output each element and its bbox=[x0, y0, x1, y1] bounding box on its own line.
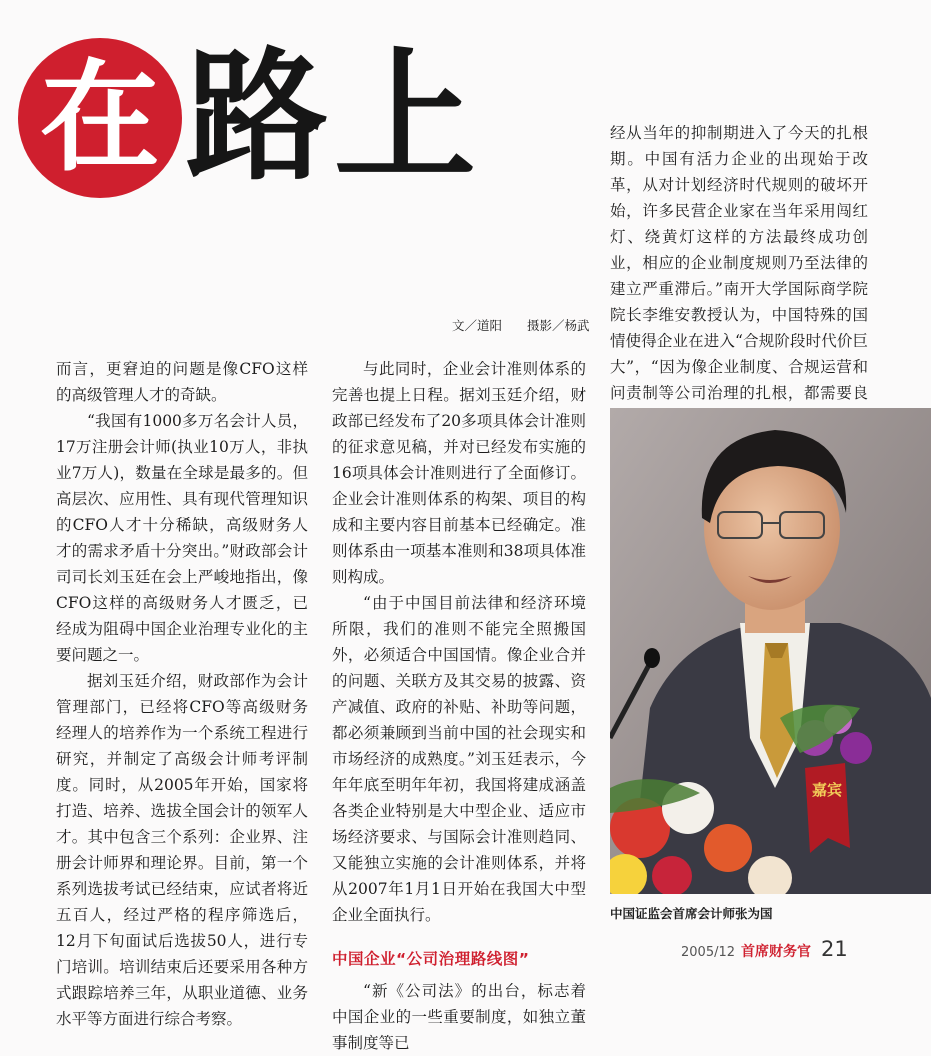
paragraph: “由于中国目前法律和经济环境所限，我们的准则不能完全照搬国外，必须适合中国国情。像企业合并的问题、关联方及其交易的披露、资产减值、政府的补贴、补助等问题，都必须兼顾到当前中国的社会现实和市场经济的成熟度。”刘玉廷表示，今年年底至明年年初，我国将建成涵盖各类企业特别是大中型企业、适应市场经济要求、与国际会计准则趋同、又能独立实施的会计准则体系，并将从2007年1月1日开始在我国大中型企业全面执行。 bbox=[332, 594, 586, 924]
ribbon-label: 嘉宾 bbox=[811, 781, 842, 799]
article-column-2 bbox=[332, 356, 586, 1056]
speaker-photo-illustration bbox=[610, 408, 931, 894]
byline: 文／道阳 摄影／杨武 bbox=[452, 318, 590, 333]
paragraph: 而言，更窘迫的问题是像CFO这样的高级管理人才的奇缺。 bbox=[56, 360, 308, 404]
issue-date: 2005/12 bbox=[681, 945, 736, 960]
paragraph: “我国有1000多万名会计人员，17万注册会计师(执业10万人，非执业7万人)，数量在全球是最多的。但高层次、应用性、具有现代管理知识的CFO人才十分稀缺，高级财务人才的需求矛盾十分突出。”财政部会计司司长刘玉廷在会上严峻地指出，像CFO这样的高级财务人才匮乏，已经成为阻碍中国企业治理专业化的主要问题之一。 bbox=[56, 412, 308, 664]
title-circle-char: 在 bbox=[40, 47, 160, 188]
paragraph: 据刘玉廷介绍，财政部作为会计管理部门，已经将CFO等高级财务经理人的培养作为一个系统工程进行研究，并制定了高级会计师考评制度。同时，从2005年开始，国家将打造、培养、选拔全国会计的领军人才。其中包含三个系列：企业界、注册会计师界和理论界。目前，第一个系列选拔考试已经结束，应试者将近五百人，经过严格的程序筛选后，12月下旬面试后选拔50人，进行专门培训。培训结束后还要采用各种方式跟踪培养三年，从职业道德、业务水平等方面进行综合考察。 bbox=[56, 672, 308, 1028]
page-title: 路上 bbox=[186, 34, 482, 200]
title-circle bbox=[18, 38, 182, 198]
paragraph: 经从当年的抑制期进入了今天的扎根期。中国有活力企业的出现始于改革，从对计划经济时代规则的破坏开始，许多民营企业家在当年采用闯红灯、绕黄灯这样的方法最终成功创业，相应的企业制度规则乃至法律的建立严重滞后。”南开大学国际商学院院长李维安教授认为，中国特殊的国情使得企业在进入“合规阶段时代价巨大”，“因为像企业制度、合规运营和问责制等公司治理的扎根，都需要良 bbox=[610, 124, 868, 402]
photo-caption: 中国证监会首席会计师张为国 bbox=[610, 906, 773, 921]
page-number: 21 bbox=[821, 937, 848, 961]
paragraph: “新《公司法》的出台，标志着中国企业的一些重要制度，如独立董事制度等已 bbox=[332, 982, 586, 1052]
section-subhead: 中国企业“公司治理路线图” bbox=[332, 950, 530, 968]
speaker-photo bbox=[610, 408, 931, 894]
paragraph: 与此同时，企业会计准则体系的完善也提上日程。据刘玉廷介绍，财政部已经发布了20多项具体会计准则的征求意见稿，并对已经发布实施的16项具体会计准则进行了全面修订。企业会计准则体系的构架、项目的构成和主要内容目前基本已经确定。准则体系由一项基本准则和38项具体准则构成。 bbox=[332, 360, 586, 586]
page-footer bbox=[681, 937, 848, 963]
article-column-1 bbox=[56, 356, 308, 1032]
article-column-3 bbox=[610, 120, 868, 432]
publication-name: 首席财务官 bbox=[741, 944, 812, 960]
